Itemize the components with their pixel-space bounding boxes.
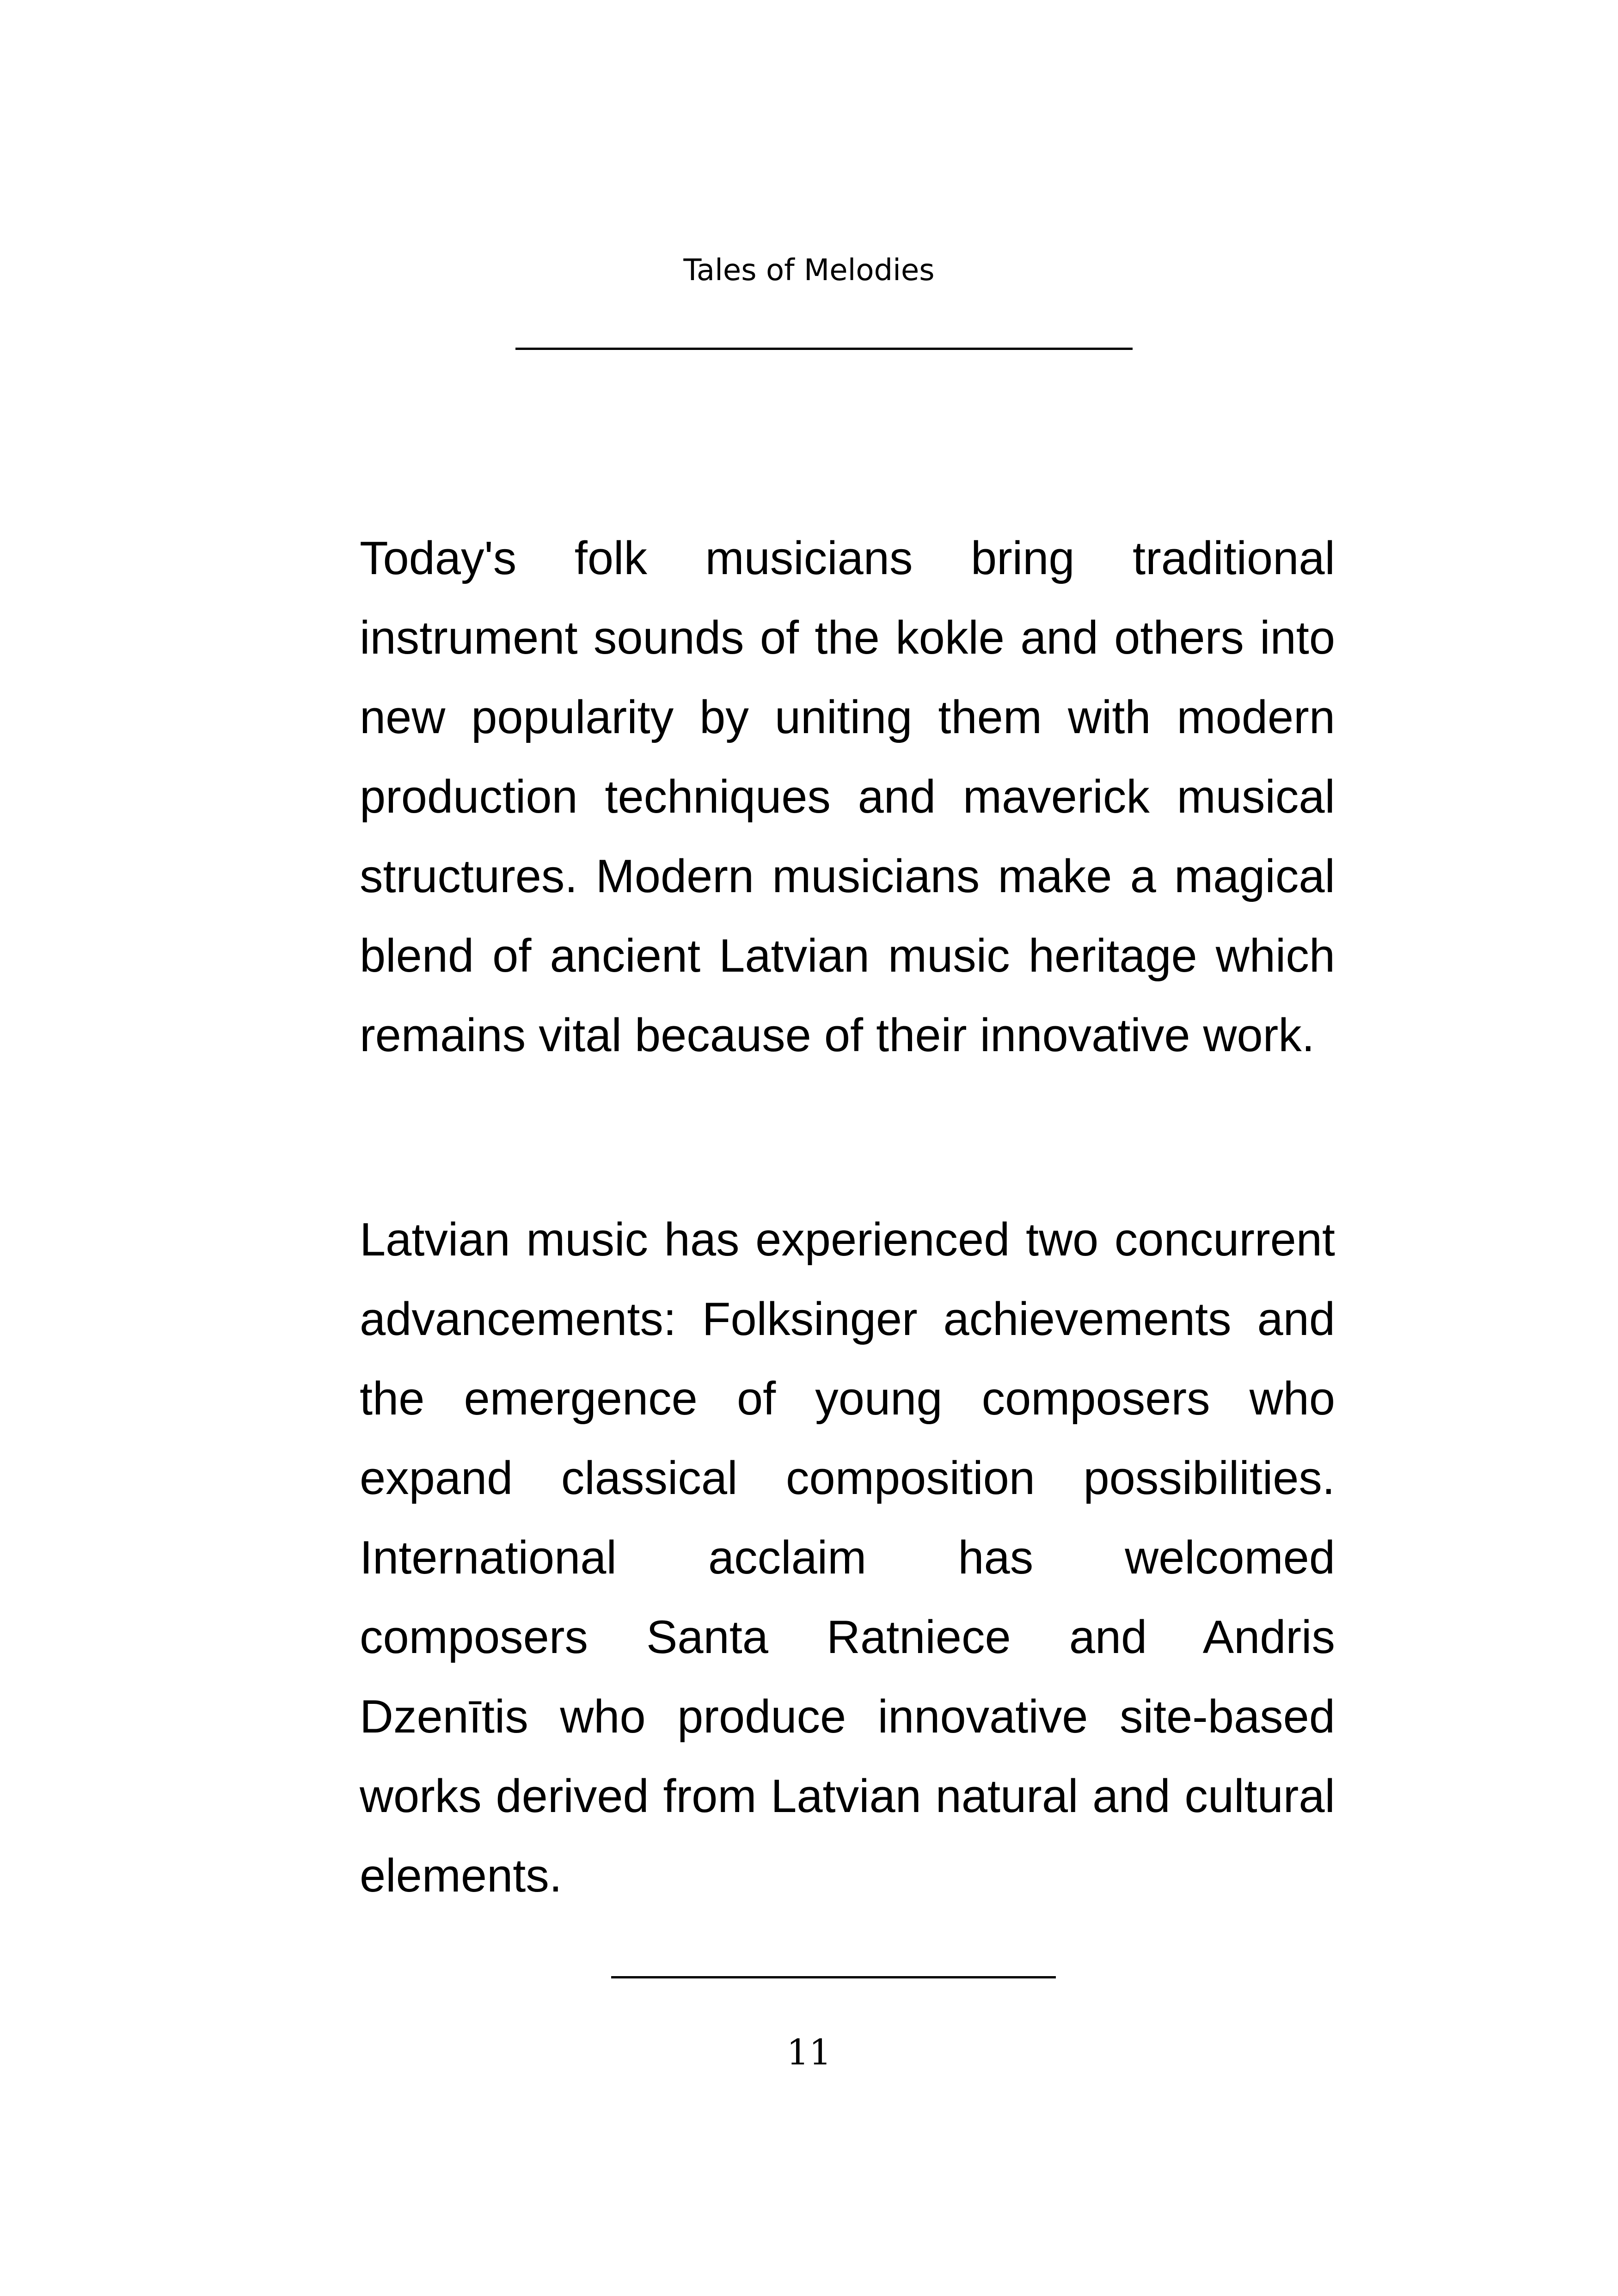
body-paragraph-1: Today's folk musicians bring traditional instrument sounds of the kokle and others into new popularity by uniting them with modern production techniques and maverick musical structures. Modern musicians make a magical blend of ancient Latvian music heritage which remains vital because of their innovative work. (360, 533, 1335, 1061)
header-rule (515, 348, 1133, 350)
running-title: Tales of Melodies (683, 253, 935, 288)
footer-rule (611, 1976, 1056, 1978)
page-number: 11 (786, 2032, 832, 2073)
body-paragraph-2: Latvian music has experienced two concurrent advancements: Folksinger achievements and the emergence of young composers who expand classical composition possibilities. International acclaim has welcomed composers Santa Ratniece and Andris Dzenītis who produce innovative site-based works derived from Latvian natural and cultural elements. (360, 1214, 1335, 1902)
